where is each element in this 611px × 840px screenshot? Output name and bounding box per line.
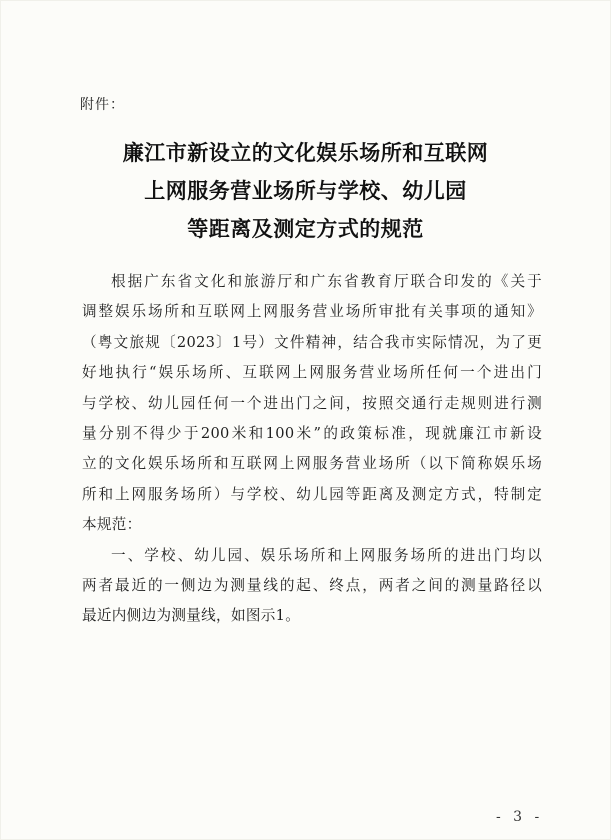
title-line-2: 上网服务营业场所与学校、幼儿园	[144, 178, 467, 203]
paragraph-1-line-9: 本规范：	[82, 516, 142, 534]
paragraph-1-line-8: 所和上网服务场所）与学校、幼儿园等距离及测定方式，特制定	[82, 485, 542, 503]
paragraph-1-line-6: 量分别不得少于200米和100米”的政策标准，现就廉江市新设	[82, 425, 542, 443]
document-title	[0, 134, 611, 248]
paragraph-2-line-3: 最近内侧边为测量线，如图示1。	[82, 607, 301, 625]
paragraph-1-line-2: 调整娱乐场所和互联网上网服务营业场所审批有关事项的通知》	[82, 303, 542, 321]
document-body	[82, 267, 542, 632]
paragraph-2-line-2: 两者最近的一侧边为测量线的起、终点，两者之间的测量路径以	[82, 577, 542, 595]
attachment-label: 附件：	[80, 97, 125, 113]
paragraph-2-line-1: 一、学校、幼儿园、娱乐场所和上网服务场所的进出门均以	[111, 546, 542, 564]
paragraph-2	[82, 541, 542, 632]
paragraph-1-line-3: （粤文旅规〔2023〕1号）文件精神，结合我市实际情况，为了更	[82, 333, 542, 351]
paragraph-1-line-5: 与学校、幼儿园任何一个进出门之间，按照交通行走规则进行测	[82, 394, 542, 412]
paragraph-1	[82, 267, 542, 541]
paragraph-1-line-7: 立的文化娱乐场所和互联网上网服务营业场所（以下简称娱乐场	[82, 455, 542, 473]
paragraph-1-line-4: 好地执行“娱乐场所、互联网上网服务营业场所任何一个进出门	[82, 364, 542, 382]
page-number: - 3 -	[496, 809, 544, 825]
title-line-1: 廉江市新设立的文化娱乐场所和互联网	[122, 140, 489, 165]
paragraph-1-line-1: 根据广东省文化和旅游厅和广东省教育厅联合印发的《关于	[111, 273, 542, 290]
title-line-3: 等距离及测定方式的规范	[187, 216, 424, 241]
